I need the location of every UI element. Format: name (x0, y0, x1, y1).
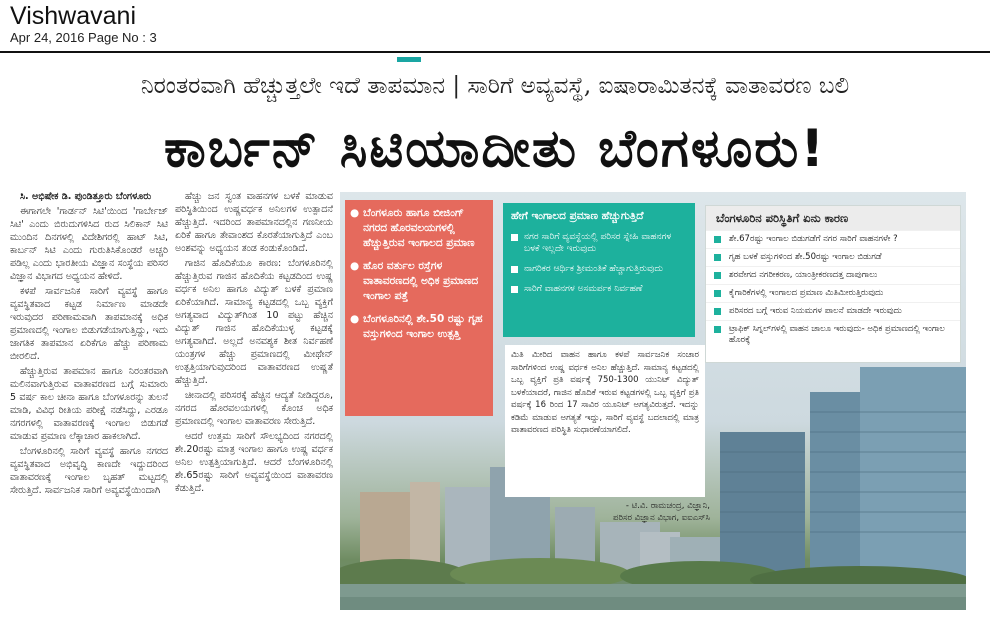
paragraph: ಕಳಪೆ ಸಾರ್ವಜನಿಕ ಸಾರಿಗೆ ವ್ಯವಸ್ಥೆ ಹಾಗೂ ವ್ಯವಸ್ಥಿತವಾದ ಕಟ್ಟಡ ನಿರ್ಮಾಣ ಮಾಡದೇ ಇರುವುದರ ಪರಿಣಾಮವಾಗಿ ತಾಪಮಾನಕ್ಕೆ ಅಧಿಕ ಪ್ರಮಾಣದಲ್ಲಿ ಇಂಗಾಲ ಬಿಡುಗಡೆಯಾಗುತ್ತಿದ್ದು, ಇದು ಜಾಗತಿಕ ತಾಪಮಾನ ಏರಿಕೆಗೂ ಹೆಚ್ಚು ಪರಿಣಾಮ ಬೀರಲಿದೆ. (10, 286, 168, 362)
masthead (10, 2, 157, 45)
bullet-icon (511, 234, 518, 241)
paragraph: ಆದರೆ ಉತ್ತಮ ಸಾರಿಗೆ ಸೌಲಭ್ಯದಿಂದ ನಗರದಲ್ಲಿ ಶೇ.20ರಷ್ಟು ಮಾತ್ರ ಇಂಗಾಲ ಹಾಗೂ ಉಷ್ಣ ವರ್ಧಕ ಅನಿಲ ಉತ್ಪತ್ತಿಯಾಗುತ್ತಿದೆ. ಆದರೆ ಬೆಂಗಳೂರಿನಲ್ಲಿ ಶೇ.65ರಷ್ಟು ಸಾರಿಗೆ ಅವ್ಯವಸ್ಥೆಯಿಂದ ವಾತಾವರಣ ಕೆಡುತ್ತಿದೆ. (175, 431, 333, 494)
quote-signature: - ಟಿ.ವಿ. ರಾಮಚಂದ್ರ, ವಿಜ್ಞಾನಿ, (625, 501, 710, 511)
bullet-icon: ● (350, 207, 360, 219)
kicker: ನಿರಂತರವಾಗಿ ಹೆಚ್ಚುತ್ತಲೇ ಇದೆ ತಾಪಮಾನ | ಸಾರಿಗೆ ಅವ್ಯವಸ್ಥೆ, ಐಷಾರಾಮಿತನಕ್ಕೆ ವಾತಾವರಣ ಬಲಿ (140, 73, 850, 99)
accent-mark (397, 57, 421, 62)
newspaper-name: Vishwavani (10, 2, 137, 30)
reasons-title: ಬೆಂಗಳೂರಿನ ಪರಿಸ್ಥಿತಿಗೆ ಏನು ಕಾರಣ (706, 206, 960, 230)
bullet-icon: ● (350, 260, 360, 272)
paragraph: ಗಾಜಿನ ಹೊದಿಕೆಯೂ ಕಾರಣ: ಬೆಂಗಳೂರಿನಲ್ಲಿ ಹೆಚ್ಚುತ್ತಿರುವ ಗಾಜಿನ ಹೊದಿಕೆಯ ಕಟ್ಟಡದಿಂದ ಉಷ್ಣ ವರ್ಧಕ ಅನಿಲ ಹಾಗೂ ವಿದ್ಯುತ್ ಬಳಕೆ ಪ್ರಮಾಣ ಏರಿಕೆಯಾಗಿದೆ. ಸಾಮಾನ್ಯ ಕಟ್ಟಡದಲ್ಲಿ ಒಬ್ಬ ವ್ಯಕ್ತಿಗೆ ಅಗತ್ಯವಾದ ವಿದ್ಯುತ್‌ಗಿಂತ 10 ಪಟ್ಟು ಹೆಚ್ಚಿನ ವಿದ್ಯುತ್ ಗಾಜಿನ ಹೊದಿಕೆಯುಳ್ಳ ಕಟ್ಟಡಕ್ಕೆ ಅಗತ್ಯವಾಗಿದೆ. ಅಲ್ಲದೆ ಅನವಶ್ಯಕ ಶೀತ ನಿರ್ವಹಣೆ ಯಂತ್ರಗಳ ಹೆಚ್ಚು ಪ್ರಮಾಣದಲ್ಲಿ ಮೀಥೇನ್ ಉತ್ಪತ್ತಿಯಾಗುವುದರಿಂದ ವಾತಾವರಣದ ಉಷ್ಣತೆ ಹೆಚ್ಚುತ್ತಿದೆ. (175, 258, 333, 386)
cause-item: ಸಾರಿಗೆ ವಾಹನಗಳ ಅಸಮರ್ಪಕ ನಿರ್ವಹಣೆ (511, 283, 687, 295)
bullet-icon (714, 290, 721, 297)
reasons-box (705, 205, 961, 363)
bullet-icon: ● (350, 313, 360, 325)
bullet-icon (714, 326, 721, 333)
reason-item: ಕೈಗಾರಿಕೆಗಳಲ್ಲಿ ಇಂಗಾಲದ ಪ್ರಮಾಣ ಮಿತಿಮೀರುತ್ತಿರುವುದು (706, 284, 960, 302)
masthead-rule (0, 51, 990, 53)
cause-item: ನಾಗರಿಕರ ಆರ್ಥಿಕ ಶ್ರೀಮಂತಿಕೆ ಹೆಚ್ಚಾಗುತ್ತಿರುವುದು (511, 263, 687, 275)
highlight-item: ● ಬೆಂಗಳೂರಿನಲ್ಲಿ ಶೇ.50 ರಷ್ಟು ಗೃಹ ವಸ್ತುಗಳಿಂದ ಇಂಗಾಲ ಉತ್ಪತ್ತಿ (350, 313, 483, 340)
bullet-icon (511, 286, 518, 293)
expert-quote: ಮಿತಿ ಮೀರಿದ ವಾಹನ ಹಾಗೂ ಕಳಪೆ ಸಾರ್ವಜನಿಕ ಸಂಚಾರ ಸಾರಿಗೆಗಳಿಂದ ಉಷ್ಣ ವರ್ಧಕ ಅನಿಲ ಹೆಚ್ಚುತ್ತಿದೆ. ಸಾಮಾನ್ಯ ಕಟ್ಟಡದಲ್ಲಿ ಒಬ್ಬ ವ್ಯಕ್ತಿಗೆ ಪ್ರತಿ ವರ್ಷಕ್ಕೆ 750-1300 ಯುನಿಟ್ ವಿದ್ಯುತ್ ಬಳಕೆಯಾದರೆ, ಗಾಜಿನ ಹೊದಿಕೆ ಇರುವ ಕಟ್ಟಡಗಳಲ್ಲಿ ಒಬ್ಬ ವ್ಯಕ್ತಿಗೆ ಪ್ರತಿ ವರ್ಷಕ್ಕೆ 16 ರಿಂದ 17 ಸಾವಿರ ಯೂನಿಟ್ ಅಗತ್ಯವಿರುತ್ತದೆ. ಇದನ್ನು ಕಡಿಮೆ ಮಾಡುವ ಅಗತ್ಯತೆ ಇದ್ದು, ಸಾರಿಗೆ ವ್ಯವಸ್ಥೆ ಬದಲಾದಲ್ಲಿ ಮಾತ್ರ ವಾತಾವರಣದ ಪರಿಸ್ಥಿತಿ ಸುಧಾರಣೆಯಾಗಲಿದೆ. (505, 345, 705, 497)
paragraph: ಚೀನಾದಲ್ಲಿ ಪರಿಸರಕ್ಕೆ ಹೆಚ್ಚಿನ ಆದ್ಯತೆ ನೀಡಿದ್ದರೂ, ನಗರದ ಹೊರವಲಯಗಳಲ್ಲಿ ಕೊಂಚ ಅಧಿಕ ಪ್ರಮಾಣದಲ್ಲಿ ಇಂಗಾಲ ವಾತಾವರಣ ಸೇರುತ್ತಿದೆ. (175, 390, 333, 427)
paragraph: ಈಗಾಗಲೇ 'ಗಾರ್ಡನ್ ಸಿಟಿ'ಯಿಂದ 'ಗಾರ್ಬೇಜ್ ಸಿಟಿ' ಎಂದು ಬಿರುದುಗಳಿಸಿದ ರುದ ಸಿಲಿಕಾನ್ ಸಿಟಿ ಮುಂದಿನ ದಿನಗಳಲ್ಲಿ ವಿದೇಶಿಗರಲ್ಲಿ ಹಾಟ್ ಸಿಟಿ, ಕಾರ್ಬನ್ ಸಿಟಿ ಎಂದು ಗುರುತಿಸಿಕೊಂಡರೆ ಅಚ್ಚರಿ ಪಡಿಲ್ಲ ಎಂದು ಭಾರತೀಯ ವಿಜ್ಞಾನ ಸಂಸ್ಥೆಯ ಪರಿಸರ ವಿಜ್ಞಾನ ವಿಭಾಗದ ಅಧ್ಯಯನ ಹೇಳಿದೆ. (10, 206, 168, 282)
article-column-2 (175, 190, 333, 614)
highlight-item: ● ಬೆಂಗಳೂರು ಹಾಗೂ ಬೀಜಿಂಗ್ ನಗರದ ಹೊರವಲಯಗಳಲ್ಲಿ ಹೆಚ್ಚುತ್ತಿರುವ ಇಂಗಾಲದ ಪ್ರಮಾಣ (350, 207, 475, 249)
bullet-icon (714, 236, 721, 243)
reason-item: ಶೇ.67ರಷ್ಟು ಇಂಗಾಲ ಬಿಡುಗಡೆಗೆ ನಗರ ಸಾರಿಗೆ ವಾಹನಗಳೇ ? (706, 230, 960, 248)
byline: ಸಿ. ಅಭಿಷೇಕ ಡಿ. ಪುಂಡಿತ್ತೂರು ಬೆಂಗಳೂರು (20, 191, 152, 202)
paragraph: ಬೆಂಗಳೂರಿನಲ್ಲಿ ಸಾರಿಗೆ ವ್ಯವಸ್ಥೆ ಹಾಗೂ ನಗರದ ವ್ಯವಸ್ಥಿತವಾದ ಅಭಿವೃದ್ಧಿ ಕಾಣದೇ ಇದ್ದುದರಿಂದ ವಾತಾವರಣಕ್ಕೆ ಇಂಗಾಲ ಬೃಹತ್ ಮಟ್ಟದಲ್ಲಿ ಸೇರುತ್ತಿದೆ. ಸಾರ್ವಜನಿಕ ಸಾರಿಗೆ ಅವ್ಯವಸ್ಥೆಯಿಂದಾಗಿ (10, 446, 168, 496)
quote-affiliation: ಪರಿಸರ ವಿಜ್ಞಾನ ವಿಭಾಗ, ಐಐಎಸ್‌ಸಿ (613, 513, 710, 523)
bullet-icon (714, 308, 721, 315)
headline: ಕಾರ್ಬನ್ ಸಿಟಿಯಾದೀತು ಬೆಂಗಳೂರು! (163, 119, 827, 179)
article-column-1 (10, 190, 168, 614)
highlights-box (345, 200, 493, 416)
dateline: Apr 24, 2016 Page No : 3 (10, 30, 157, 45)
paragraph: ಹೆಚ್ಚುತ್ತಿರುವ ತಾಪಮಾನ ಹಾಗೂ ನಿರಂತರವಾಗಿ ಮಲಿನವಾಗುತ್ತಿರುವ ವಾತಾವರಣದ ಬಗ್ಗೆ ಸುಮಾರು 5 ವರ್ಷ ಕಾಲ ಚೀನಾ ಹಾಗೂ ಬೆಂಗಳೂರನ್ನು ತುಲನೆ ಮಾಡಿ, ವಿವಿಧ ರೀತಿಯ ಪರೀಕ್ಷೆ ನಡೆಸಿದ್ದು, ಎರಡೂ ನಗರಗಳಲ್ಲಿ ವಾತಾವರಣಕ್ಕೆ ಇಂಗಾಲ ಬಿಡುಗಡೆ ಮಾಡುವ ಪ್ರಮಾಣ ಲೆಕ್ಕಾಚಾರ ಹಾಕಲಾಗಿದೆ. (10, 366, 168, 442)
reason-item: ಟ್ರಾಫಿಕ್ ಸಿಗ್ನಲ್‌ಗಳಲ್ಲಿ ವಾಹನ ಚಾಲೂ ಇರುವುದು- ಅಧಿಕ ಪ್ರಮಾಣದಲ್ಲಿ ಇಂಗಾಲ ಹೊರಕ್ಕೆ (706, 320, 960, 349)
paragraph: ಹೆಚ್ಚು ಜನ ಸ್ವಂತ ವಾಹನಗಳ ಬಳಕೆ ಮಾಡುವ ಪರಿಸ್ಥಿತಿಯಿಂದ ಉಷ್ಣವರ್ಧಕ ಅನಿಲಗಳ ಉತ್ಪಾದನೆ ಹೆಚ್ಚುತ್ತಿದೆ. ಇದರಿಂದ ತಾಪಮಾನದಲ್ಲಿನ ಗಣನೀಯ ಏರಿಕೆ ಹಾಗೂ ತೇವಾಂಶದ ಕೊರತೆಯಾಗುತ್ತಿದೆ ಎಂಬ ಅಂಶವನ್ನು ಅಧ್ಯಯನ ತಂಡ ಕಂಡುಕೊಂಡಿದೆ. (175, 191, 333, 254)
highlight-item: ● ಹೊರ ವರ್ತುಲ ರಸ್ತೆಗಳ ವಾತಾವರಣದಲ್ಲಿ ಅಧಿಕ ಪ್ರಮಾಣದ ಇಂಗಾಲ ಪತ್ತೆ (350, 260, 479, 302)
cause-item: ನಗರ ಸಾರಿಗೆ ವ್ಯವಸ್ಥೆಯಲ್ಲಿ ಪರಿಸರ ಸ್ನೇಹಿ ವಾಹನಗಳ ಬಳಕೆ ಇಲ್ಲದೇ ಇರುವುದು (511, 231, 687, 255)
reason-item: ಗೃಹ ಬಳಕೆ ವಸ್ತುಗಳಿಂದ ಶೇ.50ರಷ್ಟು ಇಂಗಾಲ ಬಿಡುಗಡೆ (706, 248, 960, 266)
causes-box (503, 203, 695, 337)
bullet-icon (714, 272, 721, 279)
quote-attribution (560, 500, 710, 524)
bullet-icon (511, 266, 518, 273)
reason-item: ಪರಿಸರದ ಬಗ್ಗೆ ಇರುವ ನಿಯಮಗಳ ಪಾಲನೆ ಮಾಡದೇ ಇರುವುದು (706, 302, 960, 320)
bullet-icon (714, 254, 721, 261)
causes-title: ಹೇಗೆ ಇಂಗಾಲದ ಪ್ರಮಾಣ ಹೆಚ್ಚುಗುತ್ತಿದೆ (511, 210, 644, 222)
reason-item: ಶರವೇಗದ ನಗರೀಕರಣ, ಯಾಂತ್ರೀಕರಣದತ್ತ ದಾಪುಗಾಲು (706, 266, 960, 284)
